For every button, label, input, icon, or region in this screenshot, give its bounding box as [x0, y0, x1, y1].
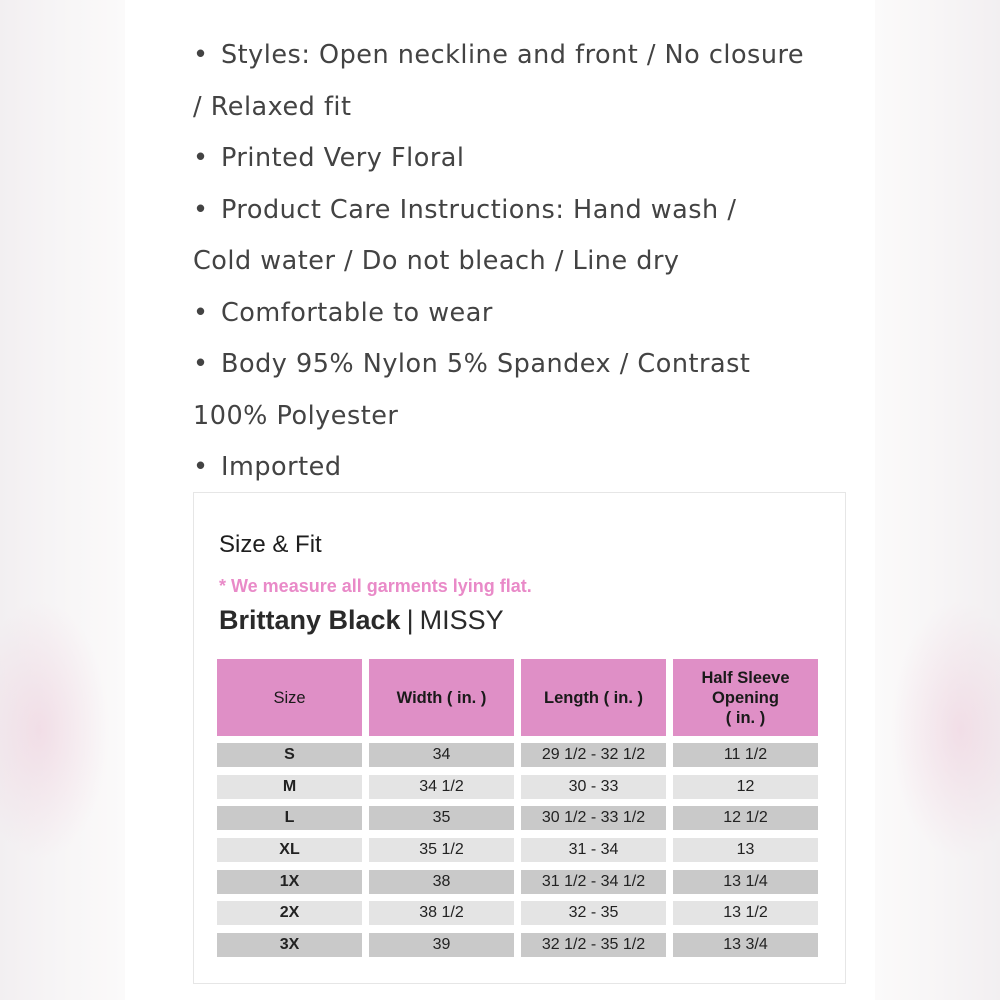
cell-size: XL [217, 838, 362, 862]
cell-width: 39 [369, 933, 514, 957]
list-item-text: Comfortable to wear [221, 297, 493, 328]
list-item [193, 30, 853, 82]
measurement-note: * We measure all garments lying flat. [219, 576, 532, 596]
background-glow-left [0, 600, 110, 860]
list-item [193, 288, 853, 340]
size-chart-title: Size & Fit [219, 531, 322, 558]
bullet-icon: • [193, 452, 209, 482]
table-row [217, 838, 817, 862]
cell-size: 2X [217, 901, 362, 925]
cell-width: 34 [369, 743, 514, 767]
table-header-row [217, 659, 817, 736]
table-row [217, 806, 817, 830]
cell-length: 32 1/2 - 35 1/2 [521, 933, 666, 957]
cell-size: 1X [217, 870, 362, 894]
size-chart-card [193, 492, 846, 984]
cell-length: 31 1/2 - 34 1/2 [521, 870, 666, 894]
size-table [217, 659, 817, 965]
table-row [217, 775, 817, 799]
list-item-continuation: 100% Polyester [193, 400, 399, 431]
cell-sleeve: 13 3/4 [673, 933, 818, 957]
cell-length: 30 1/2 - 33 1/2 [521, 806, 666, 830]
size-category: MISSY [419, 605, 504, 635]
bullet-icon: • [193, 143, 209, 173]
brand-separator: | [406, 605, 414, 635]
cell-length: 29 1/2 - 32 1/2 [521, 743, 666, 767]
header-width: Width ( in. ) [369, 659, 514, 736]
cell-length: 30 - 33 [521, 775, 666, 799]
header-length: Length ( in. ) [521, 659, 666, 736]
list-item [193, 133, 853, 185]
list-item [193, 185, 853, 237]
table-row [217, 901, 817, 925]
list-item-text: Product Care Instructions: Hand wash / [221, 194, 737, 225]
cell-length: 31 - 34 [521, 838, 666, 862]
list-item [193, 339, 853, 391]
brand-line [219, 605, 504, 636]
header-half-sleeve-opening: Half Sleeve Opening ( in. ) [673, 659, 818, 736]
cell-sleeve: 11 1/2 [673, 743, 818, 767]
cell-size: L [217, 806, 362, 830]
product-details-list [193, 30, 853, 494]
bullet-icon: • [193, 349, 209, 379]
list-item-text: Printed Very Floral [221, 143, 465, 173]
cell-width: 38 1/2 [369, 901, 514, 925]
header-size: Size [217, 659, 362, 736]
list-item-continuation: / Relaxed fit [193, 91, 352, 122]
list-item-text: Imported [221, 452, 342, 482]
bullet-icon: • [193, 194, 209, 225]
cell-sleeve: 13 1/2 [673, 901, 818, 925]
cell-sleeve: 12 1/2 [673, 806, 818, 830]
cell-size: S [217, 743, 362, 767]
background-glow-right [890, 600, 1000, 860]
cell-length: 32 - 35 [521, 901, 666, 925]
bullet-icon: • [193, 40, 209, 70]
cell-size: M [217, 775, 362, 799]
cell-sleeve: 13 [673, 838, 818, 862]
list-item-text: Styles: Open neckline and front / No closure [221, 40, 805, 70]
cell-width: 35 [369, 806, 514, 830]
cell-width: 35 1/2 [369, 838, 514, 862]
list-item-text: Body 95% Nylon 5% Spandex / Contrast [221, 349, 751, 379]
list-item-continuation: Cold water / Do not bleach / Line dry [193, 246, 680, 276]
cell-size: 3X [217, 933, 362, 957]
table-row [217, 870, 817, 894]
bullet-icon: • [193, 297, 209, 328]
table-row [217, 743, 817, 767]
cell-width: 34 1/2 [369, 775, 514, 799]
cell-sleeve: 12 [673, 775, 818, 799]
brand-name: Brittany Black [219, 605, 401, 635]
list-item [193, 442, 853, 494]
table-row [217, 933, 817, 957]
cell-width: 38 [369, 870, 514, 894]
cell-sleeve: 13 1/4 [673, 870, 818, 894]
